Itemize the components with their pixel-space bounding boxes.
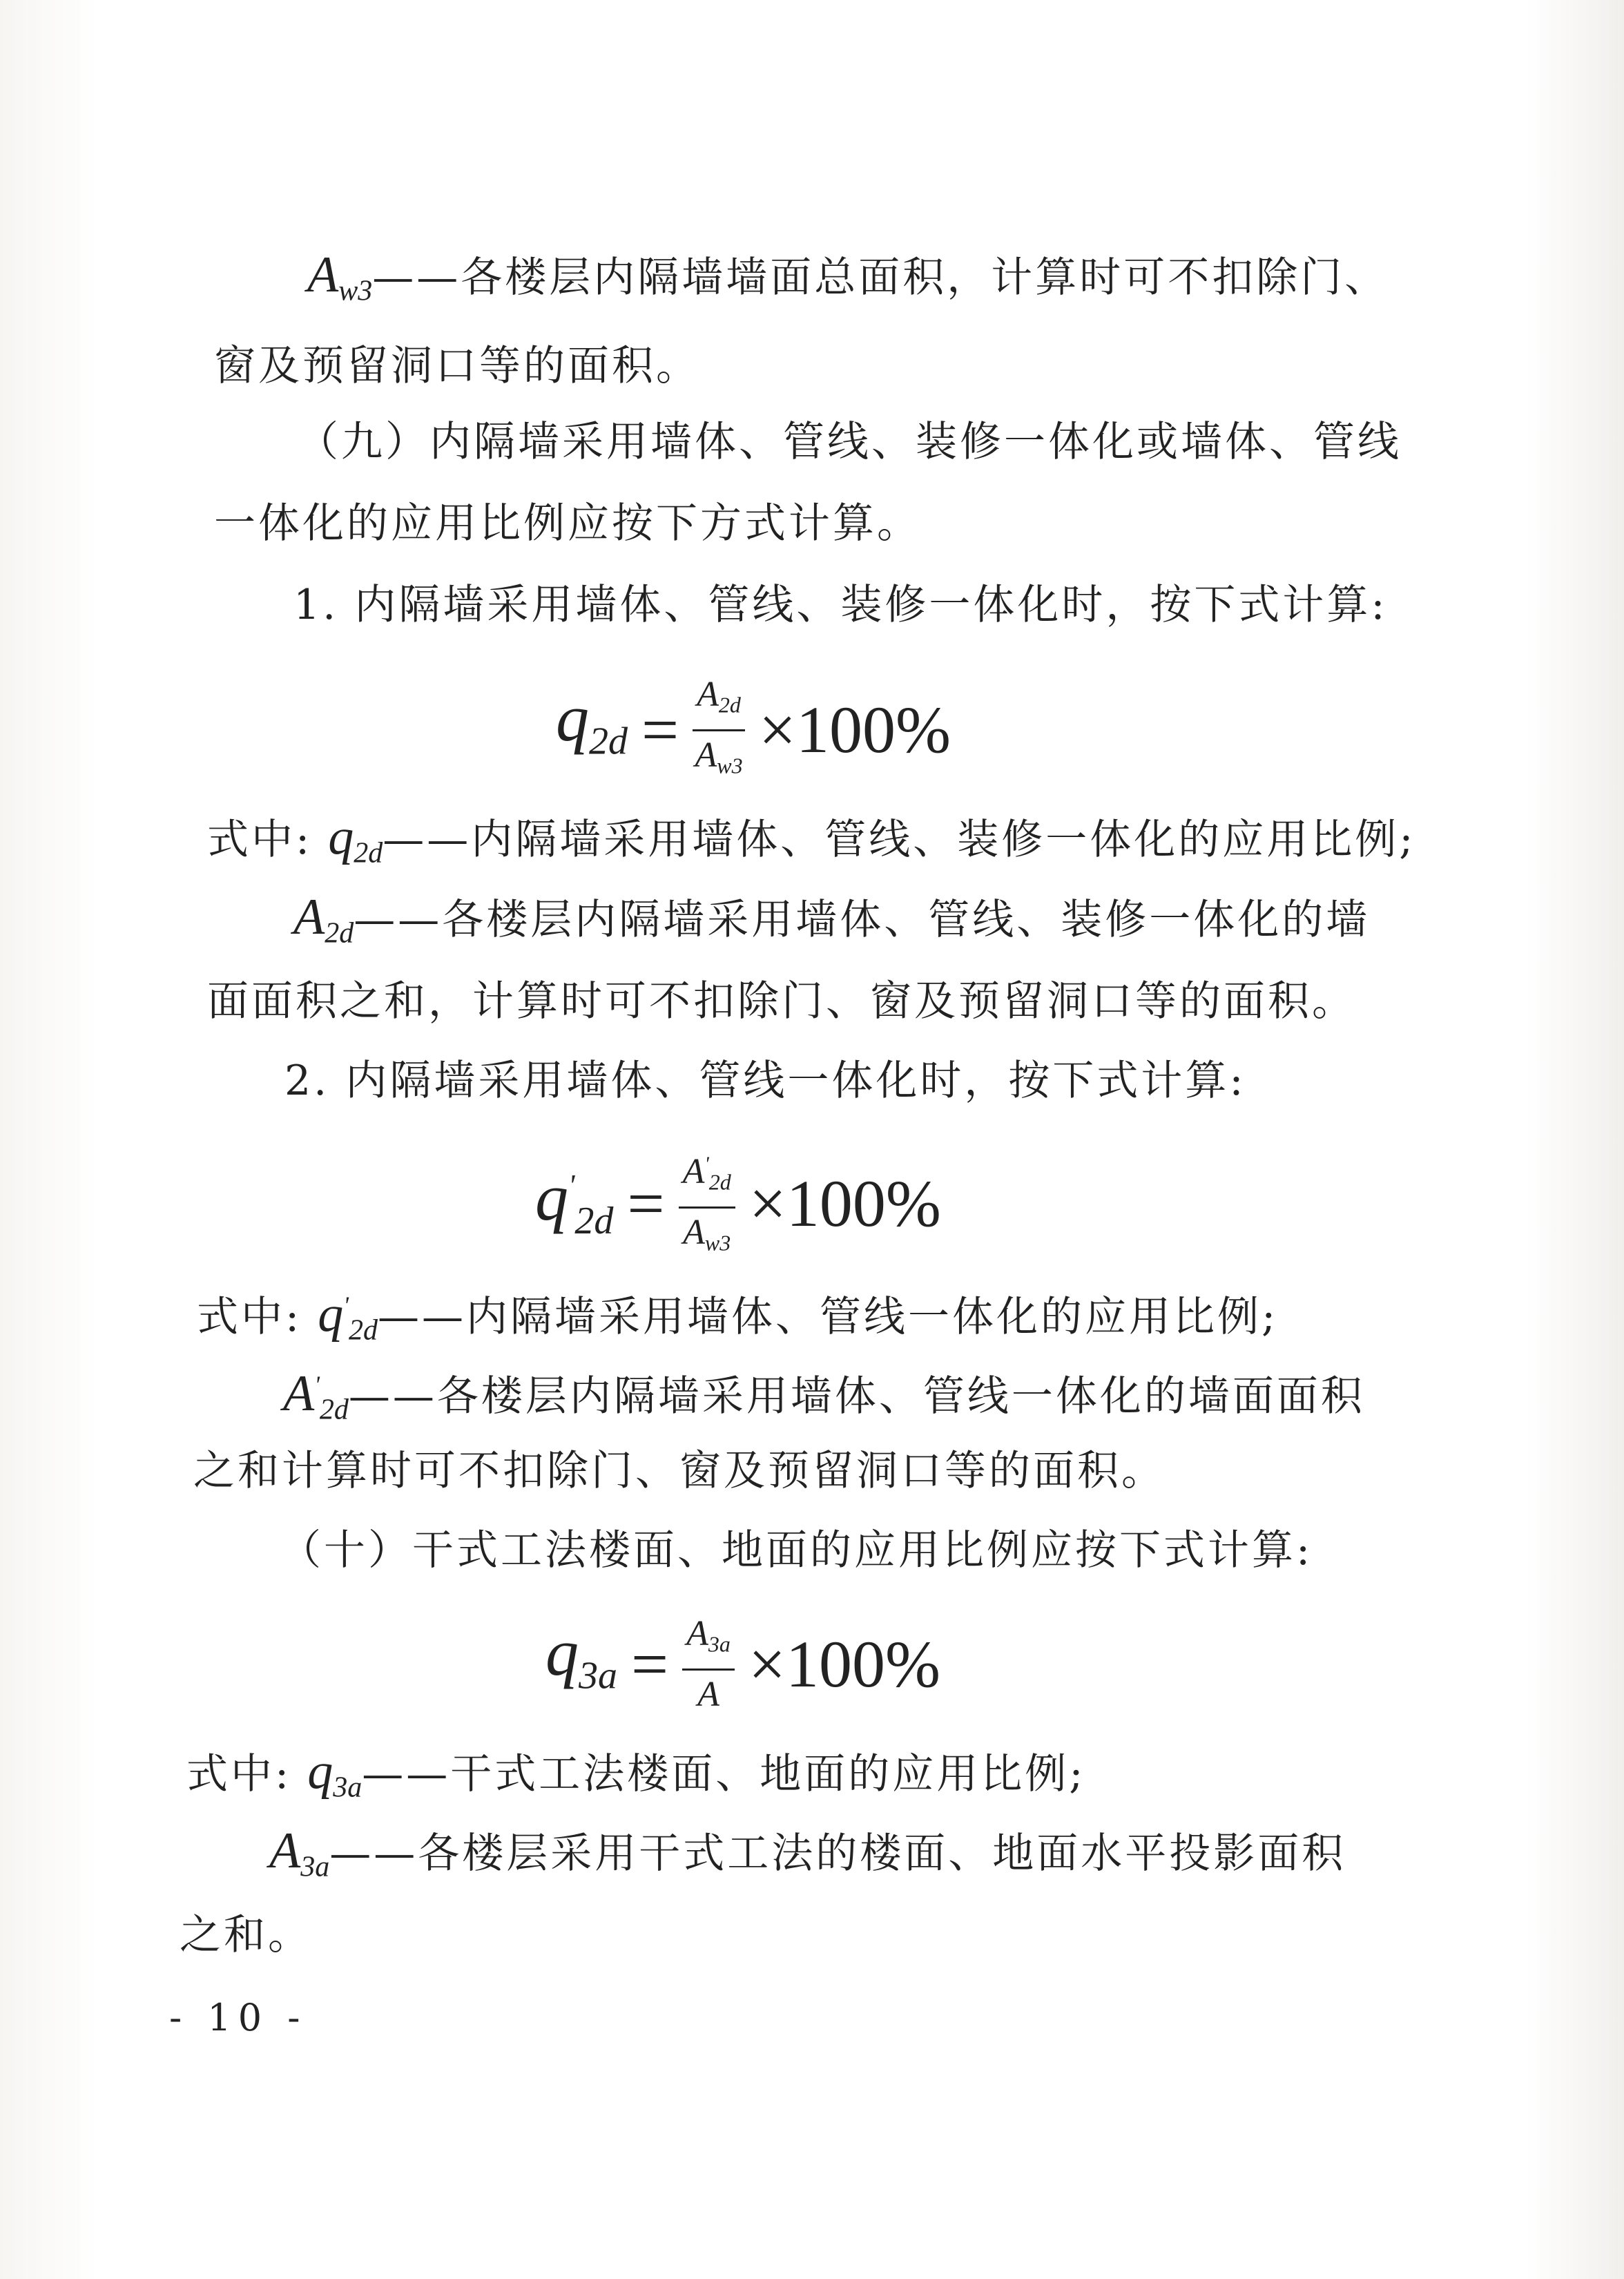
- item-one: 1. 内隔墙采用墙体、管线、装修一体化时，按下式计算:: [293, 581, 1388, 629]
- formula-q3a: [545, 1613, 940, 1716]
- formula-q2d-prime-equals: =: [627, 1166, 665, 1240]
- formula-q3a-lhs: $q_{3a}$: [545, 1615, 617, 1698]
- formula-q3a-fraction: [682, 1613, 735, 1716]
- formula-q2d-lhs: $q_{2d}$: [556, 681, 628, 763]
- definition-a2d-prime-continued: 之和计算时可不扣除门、窗及预留洞口等的面积。: [193, 1447, 1166, 1495]
- definition-a2d-prime: $A'_{2d}——$各楼层内隔墙采用墙体、管线一体化的墙面面积: [283, 1365, 1365, 1426]
- item-two: 2. 内隔墙采用墙体、管线一体化时，按下式计算:: [284, 1057, 1246, 1105]
- definition-q2d: 式中: $q_{2d}——$内隔墙采用墙体、管线、装修一体化的应用比例;: [207, 809, 1416, 869]
- formula-q3a-numerator: $A_{3a}$: [682, 1613, 735, 1671]
- formula-q2d-numerator: $A_{2d}$: [693, 673, 745, 731]
- variable-q-3a: $q_{3a}$: [307, 1743, 362, 1804]
- variable-a-2d: $A_{2d}$: [293, 889, 354, 950]
- formula-q2d-prime-numerator: $A'_{2d}$: [679, 1143, 735, 1209]
- definition-a3a-continued: 之和。: [180, 1911, 312, 1959]
- definition-a2d-continued: 面面积之和，计算时可不扣除门、窗及预留洞口等的面积。: [207, 977, 1356, 1026]
- formula-q2d: [556, 673, 951, 787]
- variable-a-3a: $A_{3a}$: [269, 1823, 330, 1883]
- formula-q2d-times: ×100%: [758, 693, 951, 767]
- variable-q-2d: $q_{2d}$: [328, 809, 383, 869]
- formula-q2d-prime-fraction: [679, 1143, 735, 1264]
- variable-q-prime-2d: $q'_{2d}$: [318, 1286, 378, 1347]
- definition-aw3: $A_{w3}——$各楼层内隔墙墙面总面积，计算时可不扣除门、: [307, 247, 1389, 307]
- formula-q2d-denominator: $A_{w3}$: [695, 735, 743, 778]
- definition-aw3-continued: 窗及预留洞口等的面积。: [214, 342, 700, 390]
- formula-q3a-equals: =: [631, 1626, 669, 1701]
- section-ten-heading: （十）干式工法楼面、地面的应用比例应按下式计算:: [280, 1526, 1313, 1575]
- formula-q2d-prime-denominator: $A_{w3}$: [683, 1212, 731, 1256]
- section-nine-heading-continued: 一体化的应用比例应按下方式计算。: [214, 499, 921, 548]
- formula-q2d-prime-times: ×100%: [748, 1166, 941, 1240]
- page-number: - 10 -: [169, 1996, 307, 2039]
- formula-q2d-prime: [535, 1143, 941, 1264]
- formula-q2d-prime-lhs: $q'_{2d}$: [535, 1160, 614, 1242]
- formula-q3a-denominator: A: [697, 1674, 719, 1714]
- definition-q2d-prime: 式中: $q'_{2d}——$内隔墙采用墙体、管线一体化的应用比例;: [197, 1286, 1279, 1347]
- definition-a3a: $A_{3a}——$各楼层采用干式工法的楼面、地面水平投影面积: [269, 1823, 1346, 1883]
- definition-a2d: $A_{2d}——$各楼层内隔墙采用墙体、管线、装修一体化的墙: [293, 889, 1371, 950]
- formula-q2d-equals: =: [641, 693, 679, 767]
- formula-q2d-fraction: [693, 673, 745, 787]
- formula-q3a-times: ×100%: [748, 1626, 941, 1701]
- section-nine-heading: （九）内隔墙采用墙体、管线、装修一体化或墙体、管线: [297, 418, 1402, 466]
- variable-a-prime-2d: $A'_{2d}$: [283, 1365, 349, 1426]
- definition-q3a: 式中: $q_{3a}——$干式工法楼面、地面的应用比例;: [186, 1743, 1086, 1804]
- variable-a-w3: $A_{w3}$: [307, 247, 373, 307]
